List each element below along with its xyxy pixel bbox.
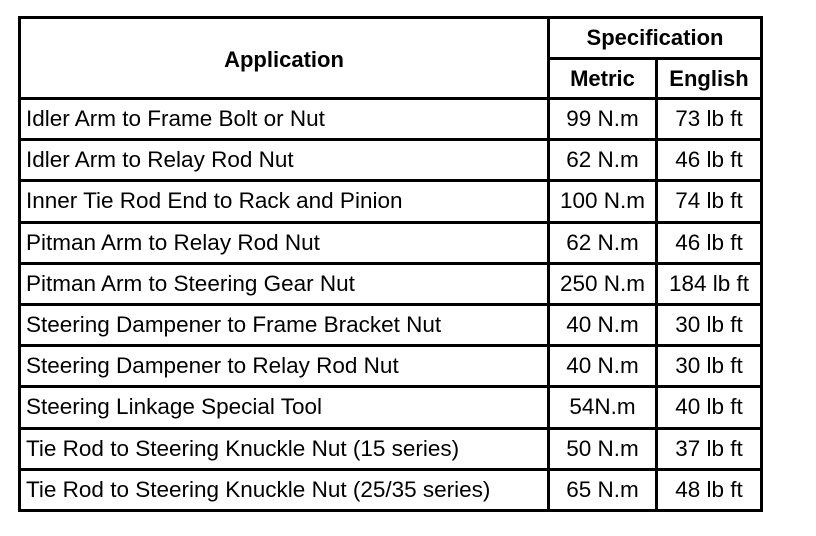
english-cell: 184 lb ft xyxy=(657,263,762,304)
metric-cell: 100 N.m xyxy=(549,181,657,222)
header-row-top xyxy=(20,18,762,59)
english-cell: 46 lb ft xyxy=(657,140,762,181)
table-row xyxy=(20,263,762,304)
metric-cell: 65 N.m xyxy=(549,469,657,510)
metric-cell: 99 N.m xyxy=(549,99,657,140)
table-row xyxy=(20,387,762,428)
metric-header: Metric xyxy=(549,59,657,99)
application-cell: Idler Arm to Frame Bolt or Nut xyxy=(20,99,549,140)
metric-cell: 250 N.m xyxy=(549,263,657,304)
english-header: English xyxy=(657,59,762,99)
application-cell: Steering Dampener to Frame Bracket Nut xyxy=(20,304,549,345)
application-cell: Pitman Arm to Steering Gear Nut xyxy=(20,263,549,304)
metric-cell: 40 N.m xyxy=(549,346,657,387)
table-row xyxy=(20,222,762,263)
english-cell: 46 lb ft xyxy=(657,222,762,263)
table-row xyxy=(20,140,762,181)
application-cell: Steering Linkage Special Tool xyxy=(20,387,549,428)
english-cell: 37 lb ft xyxy=(657,428,762,469)
english-cell: 30 lb ft xyxy=(657,346,762,387)
application-cell: Idler Arm to Relay Rod Nut xyxy=(20,140,549,181)
metric-cell: 50 N.m xyxy=(549,428,657,469)
application-cell: Tie Rod to Steering Knuckle Nut (15 series) xyxy=(20,428,549,469)
table-row xyxy=(20,181,762,222)
metric-cell: 40 N.m xyxy=(549,304,657,345)
table-row xyxy=(20,469,762,510)
table-row xyxy=(20,99,762,140)
english-cell: 40 lb ft xyxy=(657,387,762,428)
specification-header: Specification xyxy=(549,18,762,59)
metric-cell: 62 N.m xyxy=(549,140,657,181)
application-cell: Tie Rod to Steering Knuckle Nut (25/35 series) xyxy=(20,469,549,510)
table-row xyxy=(20,304,762,345)
english-cell: 74 lb ft xyxy=(657,181,762,222)
torque-spec-table xyxy=(18,16,763,512)
metric-cell: 54N.m xyxy=(549,387,657,428)
application-cell: Pitman Arm to Relay Rod Nut xyxy=(20,222,549,263)
english-cell: 30 lb ft xyxy=(657,304,762,345)
application-header: Application xyxy=(20,18,549,99)
english-cell: 48 lb ft xyxy=(657,469,762,510)
table-row xyxy=(20,346,762,387)
table-row xyxy=(20,428,762,469)
english-cell: 73 lb ft xyxy=(657,99,762,140)
application-cell: Inner Tie Rod End to Rack and Pinion xyxy=(20,181,549,222)
metric-cell: 62 N.m xyxy=(549,222,657,263)
application-cell: Steering Dampener to Relay Rod Nut xyxy=(20,346,549,387)
